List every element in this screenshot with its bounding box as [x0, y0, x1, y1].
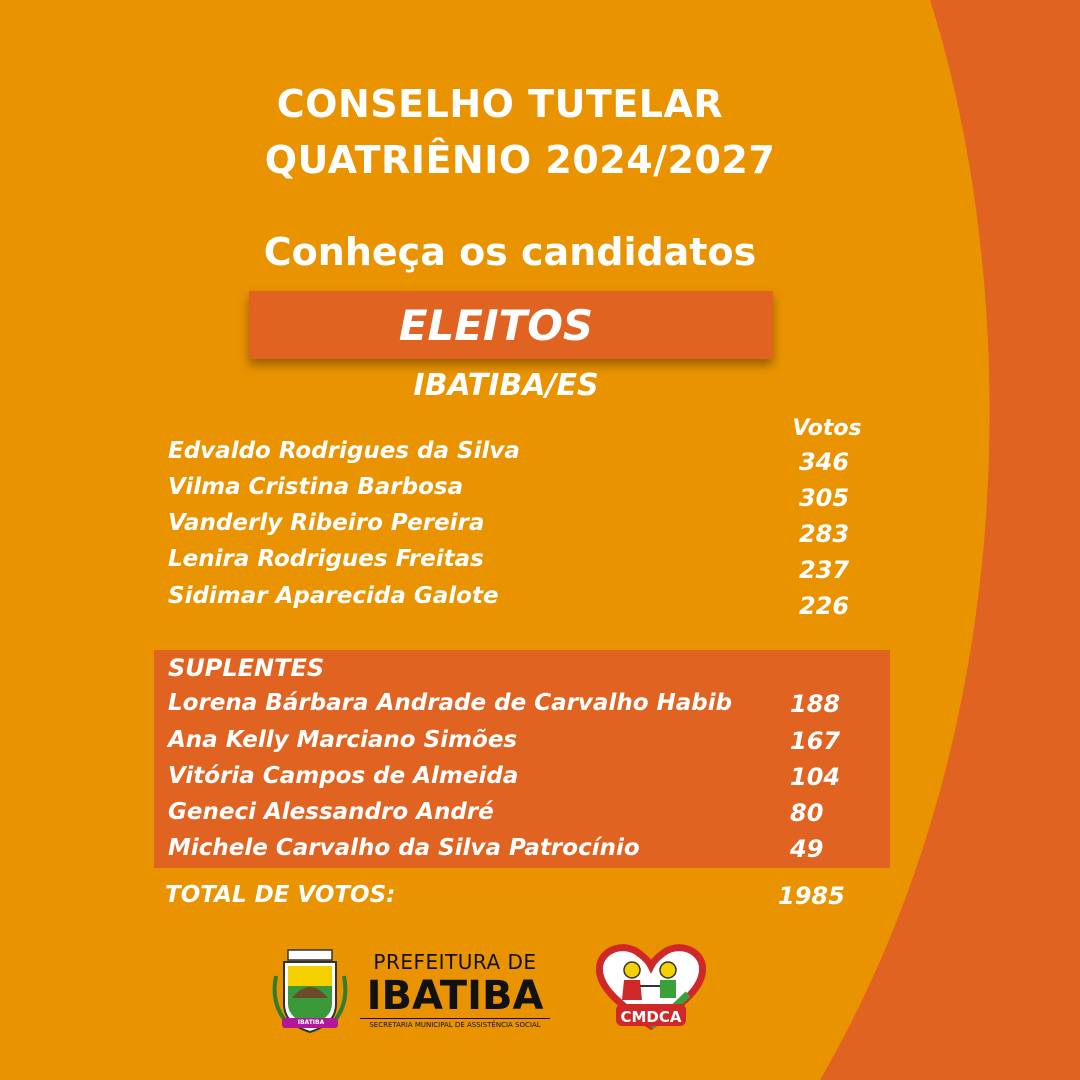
prefeitura-line2: IBATIBA	[366, 973, 544, 1019]
elected-banner	[249, 291, 773, 359]
suplente-name: Lorena Bárbara Andrade de Carvalho Habib	[168, 690, 733, 716]
total-votes-label: TOTAL DE VOTOS:	[165, 882, 396, 908]
elected-name: Edvaldo Rodrigues da Silva	[168, 438, 520, 464]
elected-votes: 237	[798, 556, 850, 584]
suplente-name: Vitória Campos de Almeida	[168, 763, 519, 789]
elected-banner-label: ELEITOS	[398, 300, 594, 350]
elected-votes: 283	[798, 520, 850, 548]
elected-votes: 226	[798, 592, 850, 620]
ibatiba-crest-text: IBATIBA	[297, 1019, 325, 1026]
suplente-name: Ana Kelly Marciano Simões	[168, 727, 518, 753]
elected-name: Lenira Rodrigues Freitas	[168, 546, 484, 572]
city-label: IBATIBA/ES	[413, 368, 599, 403]
prefeitura-line3: SECRETARIA MUNICIPAL DE ASSISTÊNCIA SOCIAL	[360, 1018, 550, 1029]
suplente-name: Geneci Alessandro André	[168, 799, 494, 825]
page-title-line2: QUATRIÊNIO 2024/2027	[264, 138, 776, 182]
elected-name: Sidimar Aparecida Galote	[168, 583, 499, 609]
suplente-votes: 80	[790, 799, 824, 827]
elected-name: Vanderly Ribeiro Pereira	[168, 510, 485, 536]
total-votes-value: 1985	[778, 882, 845, 910]
suplentes-title: SUPLENTES	[168, 654, 325, 682]
suplente-name: Michele Carvalho da Silva Patrocínio	[168, 835, 640, 861]
votes-column-header: Votos	[792, 416, 862, 441]
suplente-votes: 49	[790, 835, 824, 863]
elected-votes: 346	[798, 448, 850, 476]
prefeitura-line1: PREFEITURA DE	[373, 950, 537, 974]
page-subtitle: Conheça os candidatos	[263, 230, 757, 274]
elected-votes: 305	[798, 484, 850, 512]
suplente-votes: 188	[790, 690, 841, 718]
elected-name: Vilma Cristina Barbosa	[168, 474, 464, 500]
logos-footer	[270, 940, 720, 1040]
cmdca-label: CMDCA	[620, 1008, 682, 1026]
prefeitura-logo	[360, 950, 550, 1029]
suplente-votes: 167	[790, 727, 841, 755]
page-title-line1: CONSELHO TUTELAR	[276, 82, 724, 126]
suplente-votes: 104	[790, 763, 841, 791]
